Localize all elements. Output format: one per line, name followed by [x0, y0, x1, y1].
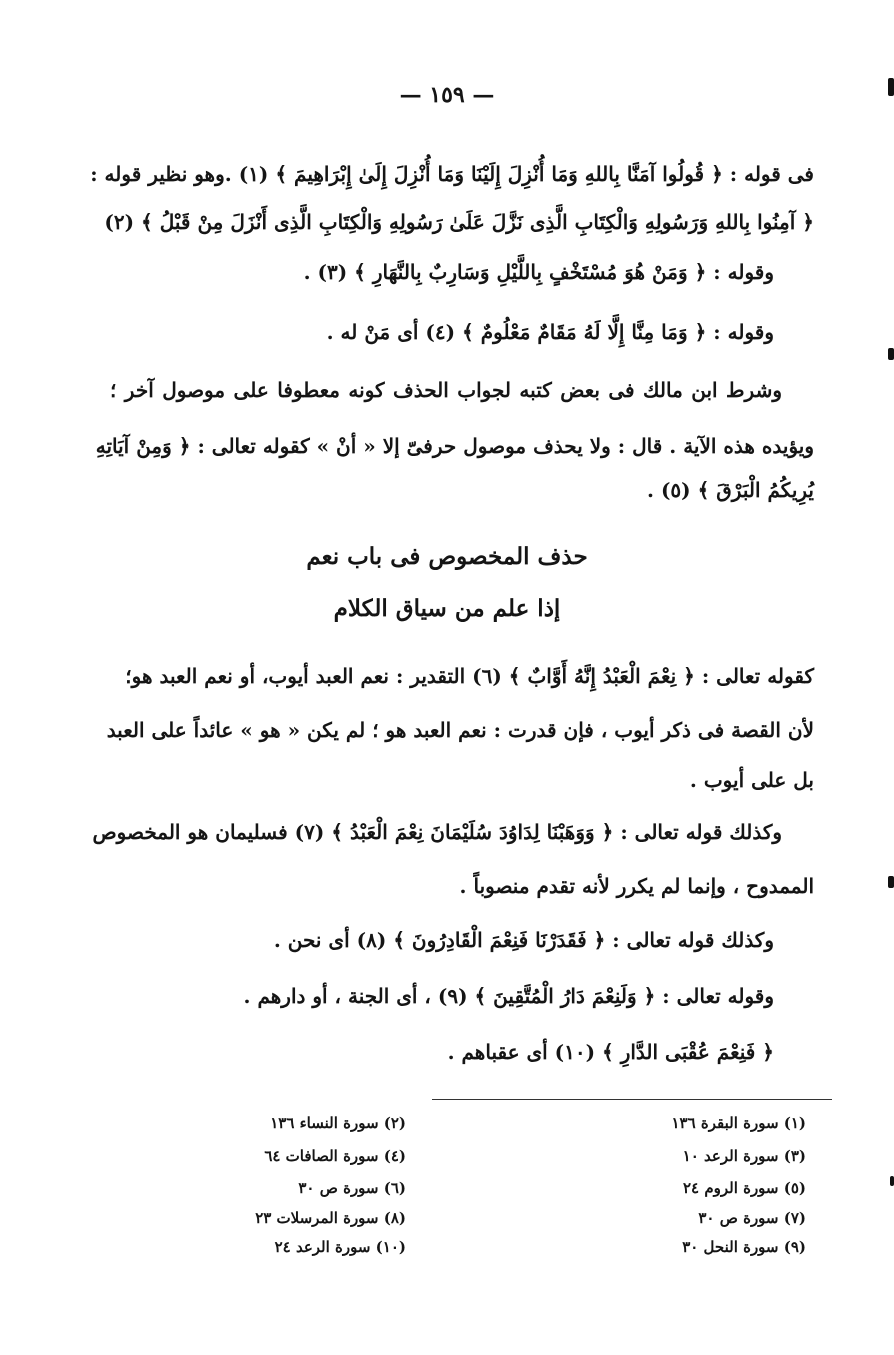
body-line: بل على أيوب .: [689, 768, 814, 792]
footnote: (٥) سورة الروم ٢٤: [682, 1179, 806, 1197]
body-line: ويؤيده هذه الآية . قال : ولا يحذف موصول حرفىّ إلا « أنْ » كقوله تعالى : ﴿ وَمِنْ آيَاتِهِ: [95, 434, 814, 458]
footnote: (٩) سورة النحل ٣٠: [682, 1238, 806, 1256]
section-heading: حذف المخصوص فى باب نعم: [306, 543, 588, 570]
scan-edge-mark: [888, 78, 894, 96]
body-line: لأن القصة فى ذكر أيوب ، فإن قدرت : نعم العبد هو ؛ لم يكن « هو » عائداً على العبد: [106, 718, 814, 742]
body-line: وشرط ابن مالك فى بعض كتبه لجواب الحذف كونه معطوفا على موصول آخر ؛: [110, 378, 782, 402]
scan-edge-mark: [888, 876, 894, 888]
body-line: وكذلك قوله تعالى : ﴿ وَوَهَبْنَا لِدَاوُدَ سُلَيْمَانَ نِعْمَ الْعَبْدُ ﴾ (٧) فسليمان هو المخصوص: [92, 820, 782, 844]
footnote: (٤) سورة الصافات ٦٤: [264, 1147, 406, 1165]
scan-edge-mark: [888, 348, 894, 360]
body-line: ﴿ فَنِعْمَ عُقْبَى الدَّارِ ﴾ (١٠) أى عقباهم .: [447, 1040, 774, 1064]
body-line: الممدوح ، وإنما لم يكرر لأنه تقدم منصوباً .: [459, 874, 814, 898]
footnote: (٨) سورة المرسلات ٢٣: [255, 1209, 406, 1227]
scan-edge-mark: [890, 1176, 894, 1186]
footnote: (٣) سورة الرعد ١٠: [682, 1147, 806, 1165]
body-line: كقوله تعالى : ﴿ نِعْمَ الْعَبْدُ إِنَّهُ أَوَّابٌ ﴾ (٦) التقدير : نعم العبد أيوب، أو نعم العبد هو؛: [125, 664, 814, 688]
footnote: (٧) سورة ص ٣٠: [698, 1209, 806, 1227]
body-line: وقوله : ﴿ وَمَا مِنَّا إِلَّا لَهُ مَقَامٌ مَعْلُومٌ ﴾ (٤) أى مَنْ له .: [326, 320, 774, 344]
footnote: (٦) سورة ص ٣٠: [298, 1179, 406, 1197]
footnote-separator: [432, 1099, 832, 1100]
body-line: وقوله تعالى : ﴿ وَلَنِعْمَ دَارُ الْمُتَّقِينَ ﴾ (٩) ، أى الجنة ، أو دارهم .: [243, 984, 774, 1008]
body-line: وقوله : ﴿ وَمَنْ هُوَ مُسْتَخْفٍ بِاللَّيْلِ وَسَارِبٌ بِالنَّهَارِ ﴾ (٣) .: [303, 260, 774, 284]
body-line: فى قوله : ﴿ قُولُوا آمَنَّا بِاللهِ وَمَا أُنْزِلَ إِلَيْنَا وَمَا أُنْزِلَ إِلَىٰ إِبْرَاهِيمَ ﴾ (١) .وهو نظير قوله :: [90, 162, 814, 186]
body-line: ﴿ آمِنُوا بِاللهِ وَرَسُولِهِ وَالْكِتَابِ الَّذِى نَزَّلَ عَلَىٰ رَسُولِهِ وَالْكِتَابِ الَّذِى أَنْزَلَ مِنْ قَبْلُ ﴾ (٢): [104, 210, 814, 234]
footnote: (٢) سورة النساء ١٣٦: [270, 1114, 406, 1132]
section-subheading: إذا علم من سياق الكلام: [333, 595, 561, 622]
body-line: وكذلك قوله تعالى : ﴿ فَقَدَرْنَا فَنِعْمَ الْقَادِرُونَ ﴾ (٨) أى نحن .: [273, 928, 774, 952]
footnote: (١٠) سورة الرعد ٢٤: [274, 1238, 406, 1256]
body-line: يُرِيكُمُ الْبَرْقَ ﴾ (٥) .: [647, 478, 814, 502]
page-number: — ١٥٩ —: [399, 82, 495, 108]
footnote: (١) سورة البقرة ١٣٦: [671, 1114, 806, 1132]
